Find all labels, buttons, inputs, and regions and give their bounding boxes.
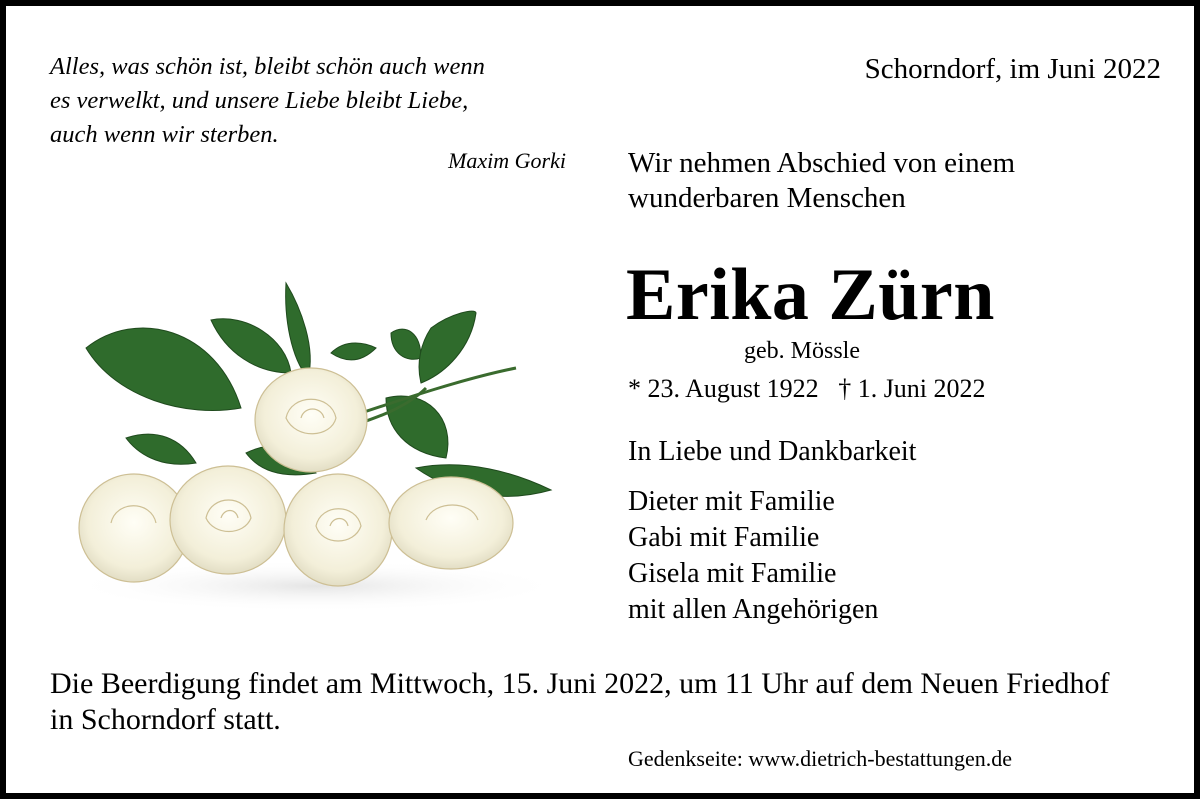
intro-line: Wir nehmen Abschied von einem: [628, 147, 1016, 179]
white-roses-icon: [46, 268, 566, 618]
family-list: [628, 484, 878, 628]
quote: [50, 50, 566, 152]
family-item: Gisela mit Familie: [628, 558, 837, 589]
place-date: Schorndorf, im Juni 2022: [864, 53, 1161, 85]
maiden-name: geb. Mössle: [744, 338, 860, 364]
intro-text: [628, 146, 1168, 216]
family-item: Dieter mit Familie: [628, 486, 835, 517]
life-dates: [628, 374, 986, 404]
funeral-line: Die Beerdigung findet am Mittwoch, 15. Juni 2022, um 11 Uhr auf dem Neuen Friedhof: [50, 667, 1110, 700]
memorial-website: Gedenkseite: www.dietrich-bestattungen.de: [628, 746, 1013, 771]
quote-line: es verwelkt, und unsere Liebe bleibt Liebe,: [50, 87, 469, 114]
quote-line: Alles, was schön ist, bleibt schön auch wenn: [50, 53, 485, 80]
family-item: Gabi mit Familie: [628, 522, 820, 553]
thanks-line: In Liebe und Dankbarkeit: [628, 436, 917, 467]
quote-line: auch wenn wir sterben.: [50, 121, 279, 148]
birth-date: * 23. August 1922: [628, 374, 819, 403]
funeral-line: in Schorndorf statt.: [50, 703, 281, 736]
deceased-name: Erika Zürn: [626, 254, 995, 336]
death-date: † 1. Juni 2022: [838, 374, 986, 403]
intro-line: wunderbaren Menschen: [628, 182, 906, 214]
funeral-info: [50, 666, 1170, 738]
quote-author: Maxim Gorki: [448, 148, 566, 173]
family-item: mit allen Angehörigen: [628, 594, 879, 625]
